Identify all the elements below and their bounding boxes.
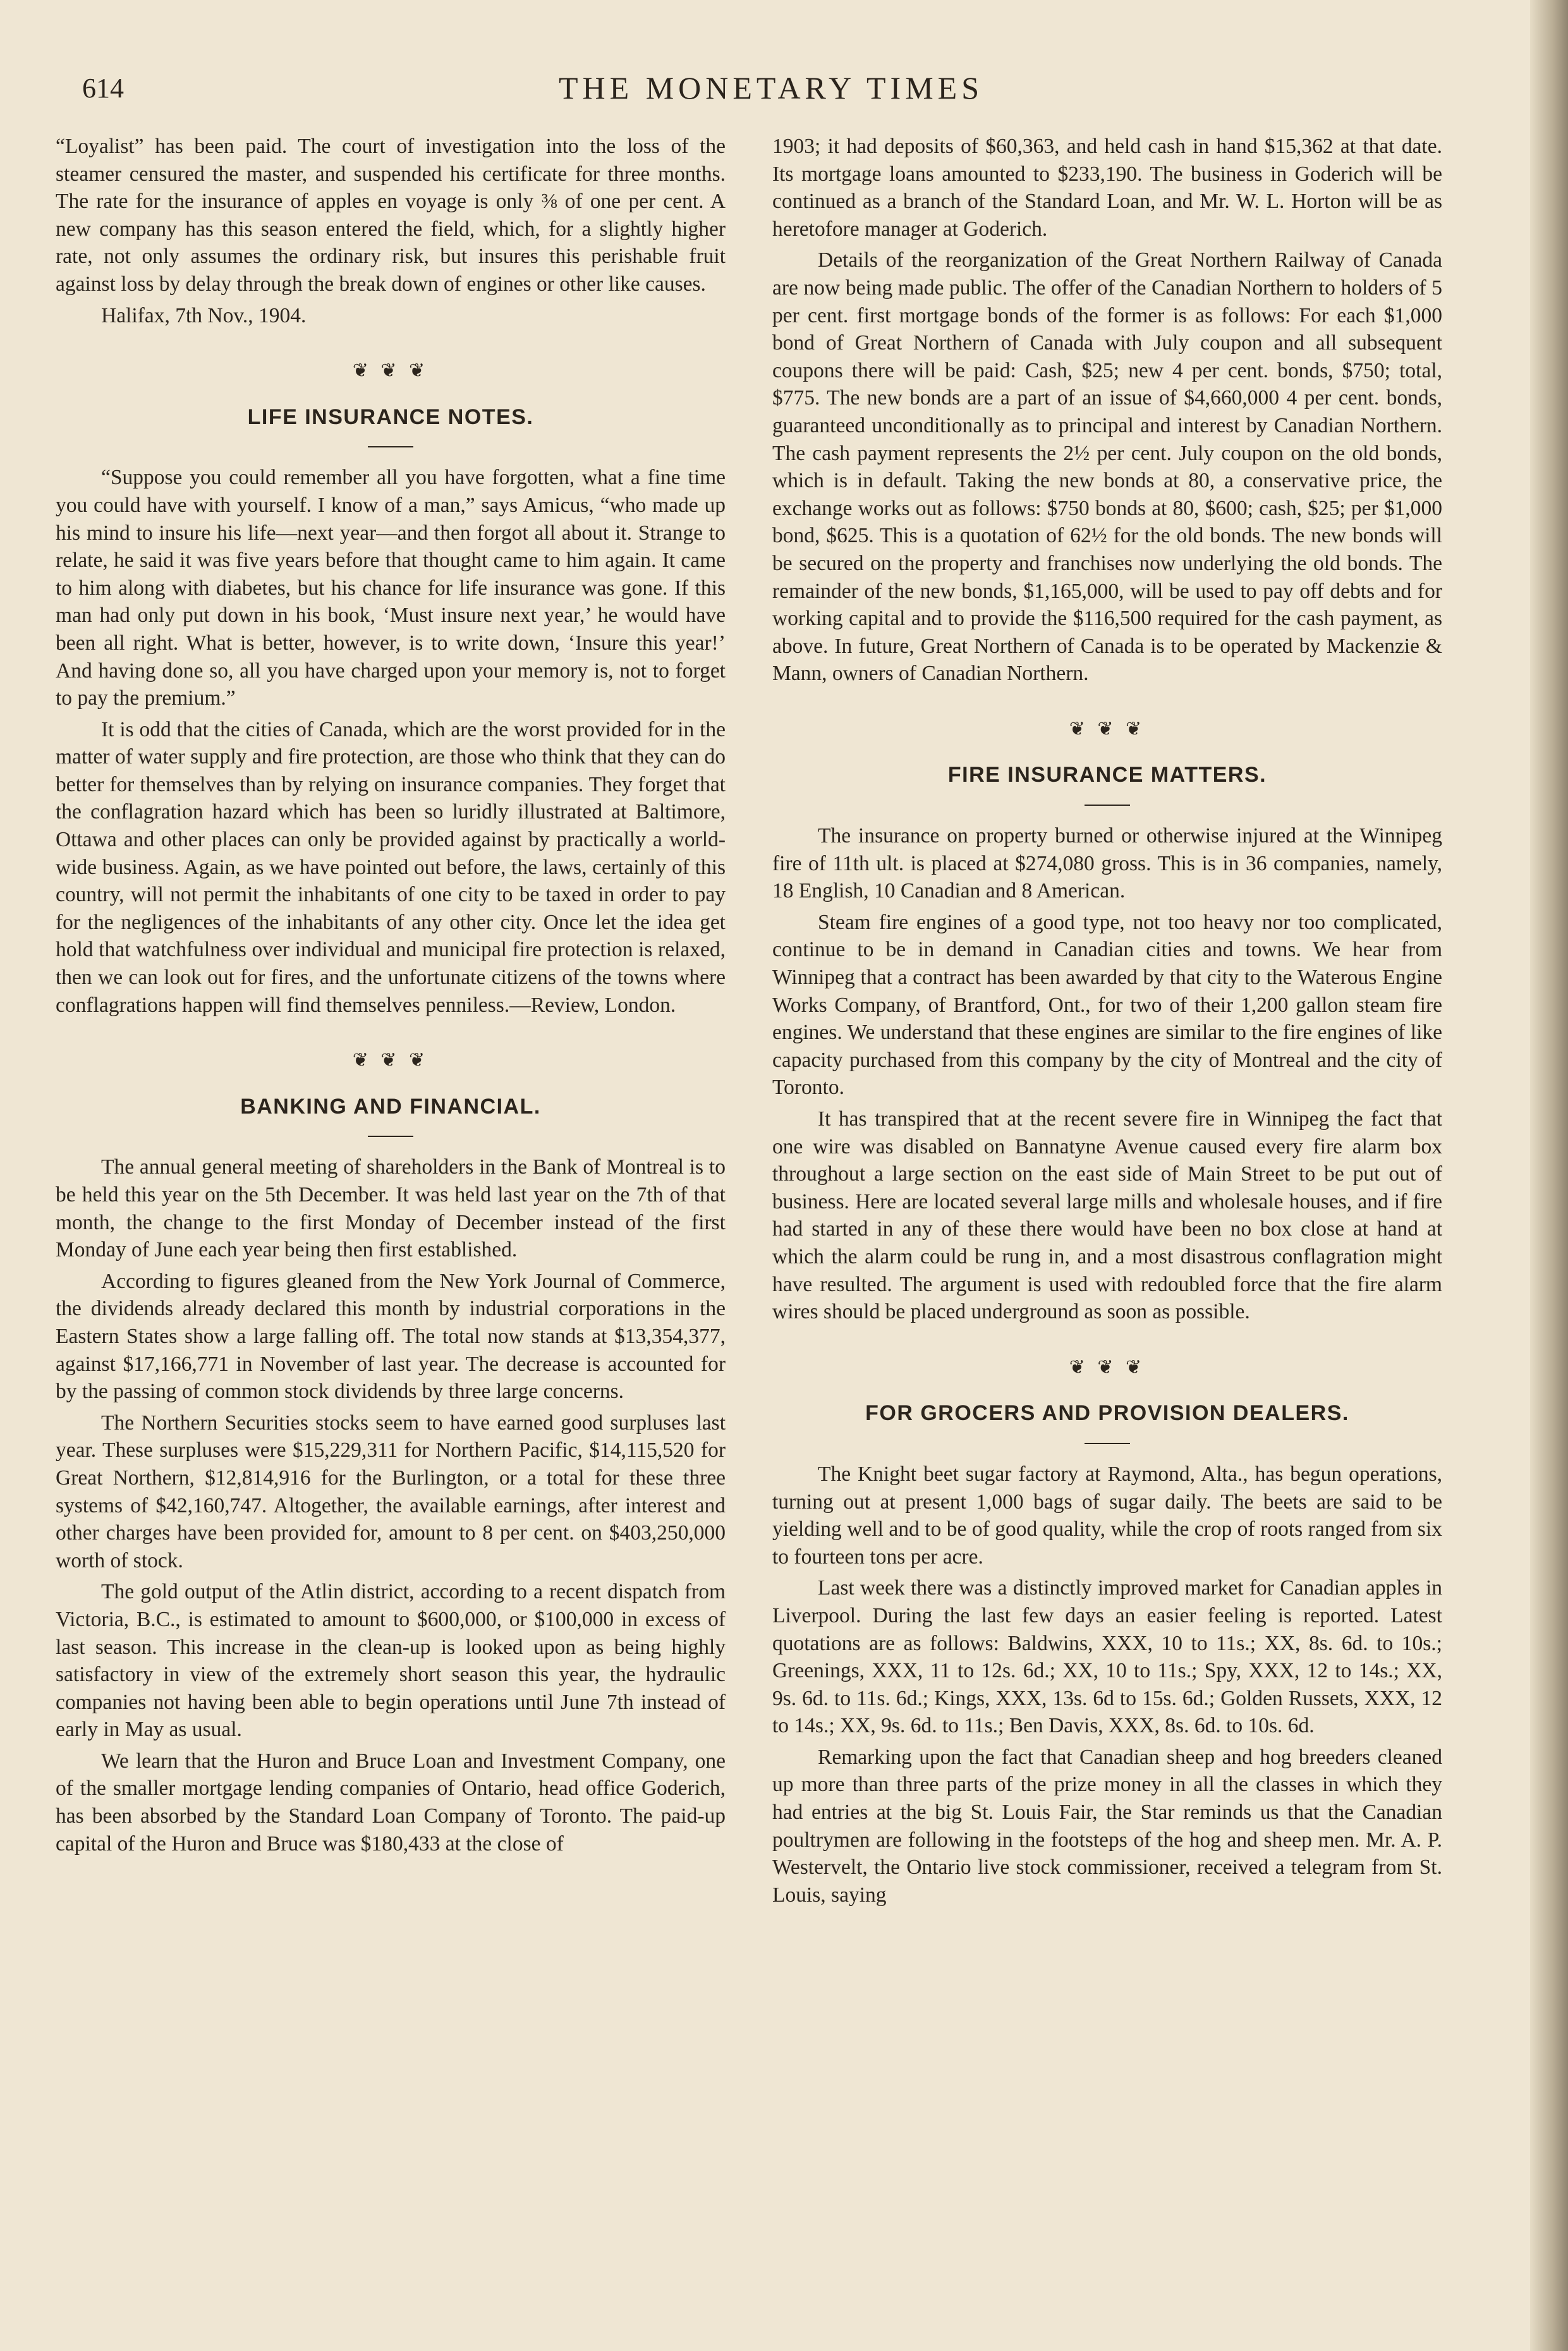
masthead-title: THE MONETARY TIMES	[559, 70, 983, 106]
section-title-banking: BANKING AND FINANCIAL.	[240, 1094, 541, 1119]
section-ornament: ❦ ❦ ❦	[352, 360, 429, 382]
continued-paragraph: “Loyalist” has been paid. The court of investigation into the loss of the steamer censured the master, and suspended his certificate for three months. The rate for the insurance of apples en voyage is only ⅜ of one per cent. A new company has this season entered the field, which, for a slightly higher rate, not only assumes the ordinary risk, but insures this perishable fruit against loss by delay through the break down of engines or other like causes.	[56, 135, 726, 296]
section-ornament: ❦ ❦ ❦	[1069, 718, 1146, 739]
section-title-life-insurance: LIFE INSURANCE NOTES.	[247, 404, 534, 429]
left-column	[56, 133, 726, 1861]
section-title-fire-insurance: FIRE INSURANCE MATTERS.	[947, 763, 1267, 787]
article-paragraph: The annual general meeting of shareholders in the Bank of Montreal is to be held this year on the 5th December. It was held last year on the 7th of that month, the change to the first Monday of December instead of the first Monday of June each year being then first established.	[56, 1155, 726, 1262]
article-paragraph: According to figures gleaned from the New York Journal of Commerce, the dividends already declared this month by industrial corporations in the Eastern States show a large falling off. The total now stands at $13,354,377, against $17,166,771 in November of last year. The decrease is accounted for by the passing of common stock dividends by three large concerns.	[56, 1269, 726, 1404]
article-paragraph: The gold output of the Atlin district, according to a recent dispatch from Victoria, B.C., is estimated to amount to $600,000, or $100,000 in excess of last season. This increase in the clean-up is looked upon as being highly satisfactory in view of the extremely short season this year, the hydraulic companies not having been able to begin operations until June 7th instead of early in May as usual.	[56, 1580, 726, 1742]
article-paragraph: The Knight beet sugar factory at Raymond, Alta., has begun operations, turning out at present 1,000 bags of sugar daily. The beets are said to be yielding well and to be of good quality, while the crop of roots ranged from six to fourteen tons per acre.	[772, 1462, 1442, 1569]
section-rule	[1085, 805, 1130, 806]
article-paragraph: Last week there was a distinctly improved market for Canadian apples in Liverpool. During the last few days an easier feeling is reported. Latest quotations are as follows: Baldwins, XXX, 10 to 11s.; XX, 8s. 6d. to 10s.; Greenings, XXX, 11 to 12s. 6d.; XX, 10 to 11s.; Spy, XXX, 12 to 14s.; XX, 9s. 6d. to 11s. 6d.; Kings, XXX, 13s. 6d to 15s. 6d.; Golden Russets, XXX, 12 to 14s.; XX, 9s. 6d. to 11s.; Ben Davis, XXX, 8s. 6d. to 10s. 6d.	[772, 1576, 1442, 1738]
article-paragraph: We learn that the Huron and Bruce Loan and Investment Company, one of the smaller mortgage lending companies of Ontario, head office Goderich, has been absorbed by the Standard Loan Company of Toronto. The paid-up capital of the Huron and Bruce was $180,433 at the close of	[56, 1749, 726, 1856]
article-paragraph: Steam fire engines of a good type, not too heavy nor too complicated, continue to be in demand in Canadian cities and towns. We hear from Winnipeg that a contract has been awarded by that city to the Waterous Engine Works Company, of Brantford, Ont., for two of their 1,200 gallon steam fire engines. We understand that these engines are similar to the fire engines of like capacity purchased from this company by the city of Montreal and the city of Toronto.	[772, 910, 1442, 1100]
page-number: 614	[82, 73, 124, 104]
article-paragraph: It has transpired that at the recent severe fire in Winnipeg the fact that one wire was disabled on Bannatyne Avenue caused every fire alarm box throughout a large section on the east side of Main Street to be put out of business. Here are located several large mills and wholesale houses, and if fire had started in any of these there would have been no box close at hand at which the alarm could be rung in, and a most disastrous conflagration might have resulted. The argument is used with redoubled force that the fire alarm wires should be placed underground as soon as possible.	[772, 1107, 1442, 1324]
right-column	[772, 133, 1442, 1912]
article-paragraph: The insurance on property burned or otherwise injured at the Winnipeg fire of 11th ult. is placed at $274,080 gross. This is in 36 companies, namely, 18 English, 10 Canadian and 8 American.	[772, 824, 1442, 903]
section-rule	[368, 446, 413, 447]
section-rule	[368, 1136, 413, 1137]
article-paragraph: It is odd that the cities of Canada, which are the worst provided for in the matter of water supply and fire protection, are those who think that they can do better for themselves than by relying on insurance companies. They forget that the conflagration hazard which has been so luridly illustrated at Baltimore, Ottawa and other places can only be provided against by practically a world-wide business. Again, as we have pointed out before, the laws, certainly of this country, will not permit the inhabitants of one city to be taxed in order to pay for the negligences of the inhabitants of any other city. Once let the idea get hold that watchfulness over individual and municipal fire protection is relaxed, then we can look out for fires, and the unfortunate citizens of the towns where conflagrations happen will find themselves penniless.—Review, London.	[56, 717, 726, 1017]
page-header	[82, 70, 1460, 114]
section-ornament: ❦ ❦ ❦	[352, 1050, 429, 1071]
section-ornament: ❦ ❦ ❦	[1069, 1356, 1146, 1378]
section-title-grocers: FOR GROCERS AND PROVISION DEALERS.	[865, 1401, 1349, 1426]
article-paragraph: The Northern Securities stocks seem to have earned good surpluses last year. These surpluses were $15,229,311 for Northern Pacific, $14,115,520 for Great Northern, $12,814,916 for the Burlington, or a total for these three systems of $42,160,747. Altogether, the available earnings, after interest and other charges have been provided for, amount to 8 per cent. on $403,250,000 worth of stock.	[56, 1411, 726, 1572]
dateline: Halifax, 7th Nov., 1904.	[101, 303, 307, 327]
article-paragraph: Remarking upon the fact that Canadian sheep and hog breeders cleaned up more than three parts of the prize money in all the classes in which they had entries at the big St. Louis Fair, the Star reminds us that the Canadian poultrymen are following in the footsteps of the hog and sheep men. Mr. A. P. Westervelt, the Ontario live stock commissioner, received a telegram from St. Louis, saying	[772, 1745, 1442, 1907]
section-rule	[1085, 1443, 1130, 1444]
article-paragraph: “Suppose you could remember all you have forgotten, what a fine time you could have with yourself. I know of a man,” says Amicus, “who made up his mind to insure his life—next year—and then forgot all about it. Strange to relate, he said it was five years before that thought came to him again. It came to him along with diabetes, but his chance for life insurance was gone. If this man had only put down in his book, ‘Must insure next year,’ he would have been all right. What is better, however, is to write down, ‘Insure this year!’ And having done so, all you have charged upon your memory is, not to forget to pay the premium.”	[56, 466, 726, 710]
article-paragraph: Details of the reorganization of the Great Northern Railway of Canada are now being made public. The offer of the Canadian Northern to holders of 5 per cent. first mortgage bonds of the former is as follows: For each $1,000 bond of Great Northern of Canada with July coupon and all subsequent coupons there will be paid: Cash, $25; new 4 per cent. bonds, $750; total, $775. The new bonds are a part of an issue of $4,660,000 4 per cent. bonds, guaranteed unconditionally as to principal and interest by Canadian Northern. The cash payment represents the 2½ per cent. July coupon on the old bonds, which is in default. Taking the new bonds at 80, a conservative price, the exchange works out as follows: $750 bonds at 80, $600; cash, $25; per $1,000 bond, $625. This is a quotation of 62½ for the old bonds. The new bonds will be secured on the property and franchises now underlying the old bonds. The remainder of the new bonds, $1,165,000, will be used to pay off debts and for working capital and to provide the $116,500 required for the cash payment, as above. In future, Great Northern of Canada is to be operated by Mackenzie & Mann, owners of Canadian Northern.	[772, 248, 1442, 686]
continued-paragraph: 1903; it had deposits of $60,363, and held cash in hand $15,362 at that date. Its mortgage loans amounted to $233,190. The business in Goderich will be continued as a branch of the Standard Loan, and Mr. W. L. Horton will be as heretofore manager at Goderich.	[772, 135, 1442, 241]
